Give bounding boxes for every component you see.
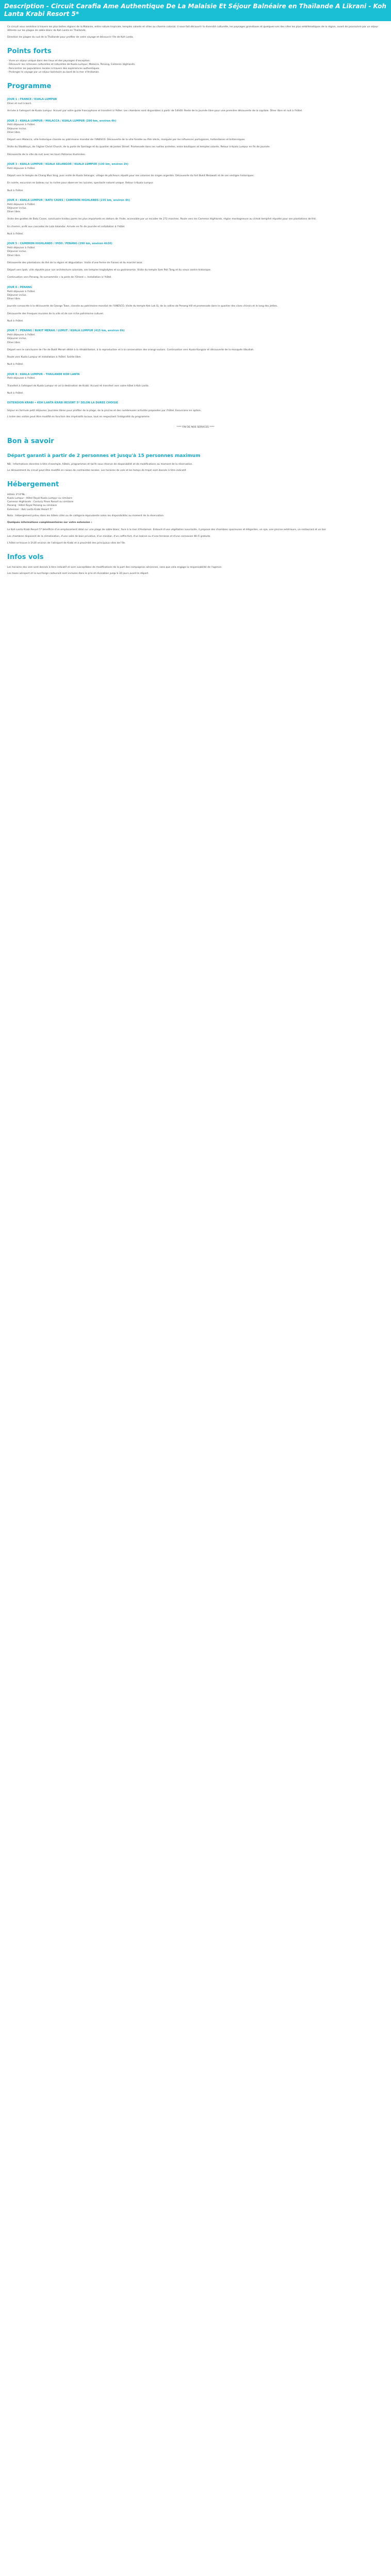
day-meal-info: Petit déjeuner à l'hôtel. bbox=[7, 290, 36, 293]
day-description: Nuit à l'hôtel. bbox=[7, 363, 24, 366]
day-meal-info: Dîner libre. bbox=[7, 298, 21, 301]
itinerary-day bbox=[7, 163, 384, 193]
itinerary-days bbox=[7, 98, 384, 413]
good-to-know-heading: Bon à savoir bbox=[7, 437, 54, 445]
day-description: Départ vers Malacca, ville historique classée au patrimoine mondial de l'UNESCO. Découverte de la ville fondée au XVe siècle, marquée par les influences portugaises, hollandaises et britanniques. bbox=[7, 139, 246, 142]
departure-guarantee-subtitle: Départ garanti à partir de 2 personnes et jusqu'à 15 personnes maximum bbox=[7, 453, 201, 459]
day-meal-info: Déjeuner inclus. bbox=[7, 127, 27, 130]
day-description: Départ vers le sanctuaire de l'île de Bukit Merah dédié à la réhabilitation, à la reproduction et à la conservation des orangs-outans. Continuation vers Kuala Kangsar et découverte de la mosquée Ubudiah. bbox=[7, 348, 254, 351]
day-description: Départ vers Ipoh, ville réputée pour son architecture coloniale, ses temples troglodytes et sa gastronomie. Visite du temple Sam Poh Tong et du vieux centre historique. bbox=[7, 269, 211, 272]
intro-section bbox=[7, 25, 384, 39]
extension-paragraph: Le Koh Lanta Krabi Resort 5* bénéficie d'un emplacement idéal sur une plage de sable blanc, face à la mer d'Andaman. Entouré d'une végétation luxuriante, il propose des chambres spacieuses et élégantes, un spa, une piscine extérieure, un restaurant et un bar. bbox=[7, 528, 327, 531]
day-description: Nuit à l'hôtel. bbox=[7, 319, 24, 323]
day-description: Séjour en formule petit déjeuner. Journées libres pour profiter de la plage, de la piscine et des nombreuses activités proposées par l'hôtel. Excursions en option. bbox=[7, 409, 202, 412]
page-title: Description - Circuit Carafia Ame Authentique De La Malaisie Et Séjour Balnéaire en Thaïlande A Likrani - Koh Lanta Krabi Resort 5* bbox=[0, 0, 391, 21]
itinerary-note: L'ordre des visites peut être modifié en fonction des impératifs locaux, tout en respectant l'intégralité du programme. bbox=[7, 416, 150, 419]
day-meal-info: Déjeuner inclus. bbox=[7, 250, 27, 253]
day-meal-info: Dîner libre. bbox=[7, 254, 21, 257]
day-description: Transfert à l'aéroport de Kuala Lumpur et vol à destination de Krabi. Accueil et transfert vers votre hôtel à Koh Lanta. bbox=[7, 384, 150, 387]
day-description: Découverte de la ville de nuit avec les tours Petronas illuminées. bbox=[7, 153, 86, 156]
day-title: EXTENSION KRABI • KOH LANTA KRABI RESORT 5* SELON LA DUREE CHOISIE bbox=[7, 401, 118, 405]
highlight-item: - Vivre un séjour unique dans des lieux et des paysages d'exception. bbox=[7, 59, 91, 62]
day-title: JOUR 5 : CAMERON HIGHLANDS / IPOH / PENANG (290 km, environ 4h30) bbox=[7, 242, 112, 246]
day-meal-info: Déjeuner inclus. bbox=[7, 207, 27, 210]
itinerary-day bbox=[7, 98, 384, 113]
day-meal-info: Petit déjeuner à l'hôtel. bbox=[7, 247, 36, 250]
day-description: Route vers Kuala Lumpur et installation à l'hôtel. Soirée libre. bbox=[7, 356, 82, 359]
intro-paragraph: Ce circuit vous emmène à travers les plus belles régions de la Malaisie, entre nature tropicale, temples colorés et villes au charme colonial. Il vous fait découvrir la diversité culturelle, les paysages grandioses et quelques-uns des sites les plus emblématiques de la région, avant de poursuivre par un séjour détente sur les plages de sable blanc de Koh Lanta en Thaïlande. bbox=[7, 26, 379, 32]
day-meal-info: Petit déjeuner à l'hôtel. bbox=[7, 377, 36, 380]
day-meal-info: Petit déjeuner à l'hôtel. bbox=[7, 333, 36, 336]
day-description: En chemin, arrêt aux cascades de Lata Iskandar. Arrivée en fin de journée et installation à l'hôtel. bbox=[7, 225, 125, 228]
extension-info-subtitle: Quelques informations complémentaires sur votre extension : bbox=[7, 521, 92, 524]
highlight-item: - Découvrir les richesses culturelles et naturelles de Kuala Lumpur, Malacca, Penang, Cameron Highlands. bbox=[7, 63, 136, 66]
accommodation-list bbox=[7, 493, 384, 512]
accommodation-line: Cameron Highlands : Century Pines Resort ou similaire bbox=[7, 501, 74, 504]
day-title: JOUR 6 : PENANG bbox=[7, 285, 32, 289]
extension-paragraph: Les chambres disposent de la climatisation, d'une salle de bain privative, d'un minibar, d'un coffre-fort, d'un balcon ou d'une terrasse et d'une connexion Wi-Fi gratuite. bbox=[7, 535, 211, 538]
accommodation-line: Hôtels 3*/4*NL : bbox=[7, 493, 27, 496]
day-description: Nuit à l'hôtel. bbox=[7, 233, 24, 236]
day-description: Nuit à l'hôtel. bbox=[7, 189, 24, 192]
day-description: Départ vers le temple de Chang Mun Sing, puis visite de Kuala Selangor, village de pêcheurs réputé pour ses colonies de singes argentés. Découverte du fort Bukit Melawati et de ses vestiges historiques. bbox=[7, 175, 255, 178]
itinerary-day bbox=[7, 199, 384, 236]
accommodation-line: Extension : Koh Lanta Krabi Resort 5* bbox=[7, 508, 53, 511]
extension-info bbox=[7, 528, 384, 546]
extension-paragraph: L'hôtel se trouve à 1h30 environ de l'aéroport de Krabi et à proximité des principaux sites de l'île. bbox=[7, 542, 126, 545]
end-of-services-marker: **** FIN DE NOS SERVICES **** bbox=[176, 426, 215, 429]
itinerary-day bbox=[7, 286, 384, 323]
day-description: Nuit à l'hôtel. bbox=[7, 392, 24, 395]
accommodation-note: Nota : hébergement prévu dans les hôtels cités ou de catégorie équivalente selon les disponibilités au moment de la réservation. bbox=[7, 515, 165, 517]
accommodation-heading: Hébergement bbox=[7, 481, 59, 489]
day-title: JOUR 2 : KUALA LUMPUR / MALACCA / KUALA LUMPUR (290 km, environ 4h) bbox=[7, 119, 117, 123]
day-title: JOUR 1 : FRANCE / KUALA LUMPUR bbox=[7, 98, 57, 101]
day-description: Découverte des fresques murales de la ville et de son riche patrimoine culturel. bbox=[7, 312, 104, 315]
day-title: JOUR 8 : KUALA LUMPUR – THAILANDE KOH LANTA bbox=[7, 372, 80, 376]
day-title: JOUR 7 : PENANG / BUKIT MERAH / LUMUT / KUALA LUMPUR (415 km, environ 6h) bbox=[7, 329, 125, 333]
itinerary-day bbox=[7, 242, 384, 279]
itinerary-day bbox=[7, 373, 384, 396]
flight-info-text: Les taxes aéroport et la surcharge carburant sont incluses dans le prix et révisables jusqu'à 30 jours avant le départ. bbox=[7, 572, 149, 575]
day-description: Arrivée à l'aéroport de Kuala Lumpur. Accueil par votre guide francophone et transfert à l'hôtel. Les chambres sont disponibles à partir de 14h00. Reste de la journée libre pour une première découverte de la capitale. Dîner libre et nuit à l'hôtel. bbox=[7, 110, 303, 113]
highlights-heading: Points forts bbox=[7, 47, 52, 55]
good-to-know-text: NB : Informations données à titre d'exemple, hôtels, programmes et tarifs sous réserve de disponibilité et de modifications au moment de la réservation. bbox=[7, 463, 193, 466]
day-description: En soirée, excursion en bateau sur la rivière pour observer les lucioles, spectacle naturel unique. Retour à Kuala Lumpur. bbox=[7, 182, 154, 185]
day-title: JOUR 3 : KUALA LUMPUR / KUALA SELANGOR / KUALA LUMPUR (130 km, environ 2h) bbox=[7, 163, 128, 166]
itinerary-day bbox=[7, 401, 384, 413]
day-meal-info: Dîner libre. bbox=[7, 341, 21, 344]
day-description: Continuation vers Penang, île surnommée « la perle de l'Orient ». Installation à l'hôtel. bbox=[7, 276, 112, 279]
accommodation-line: Penang : Hôtel Royal Penang ou similaire bbox=[7, 504, 57, 507]
flight-info-heading: Infos vols bbox=[7, 553, 44, 562]
accommodation-line: Kuala Lumpur : Hôtel Royal Kuala Lumpur ou similaire bbox=[7, 497, 73, 500]
page-container bbox=[0, 0, 391, 596]
highlight-item: - Rencontrer les populations locales à travers des expériences authentiques. bbox=[7, 67, 100, 70]
good-to-know-text: Le déroulement du circuit peut être modifié en raison de contraintes locales. Les horaires de vols et les temps de trajet sont donnés à titre indicatif. bbox=[7, 469, 187, 472]
day-description: Visite du Stadthuys, de l'église Christ Church, de la porte de Santiago et du quartier de Jonker Street. Promenade dans les ruelles animées, entre boutiques et temples colorés. Retour à Kuala Lumpur en fin de journée. bbox=[7, 146, 270, 149]
day-meal-info: Déjeuner inclus. bbox=[7, 337, 27, 341]
day-meal-info: Petit déjeuner à l'hôtel. bbox=[7, 124, 36, 127]
day-description: Journée consacrée à la découverte de George Town, classée au patrimoine mondial de l'UNESCO. Visite du temple Kek Lok Si, de la colline de Penang Hill et promenade dans le quartier des clans chinois et le long des jetées. bbox=[7, 305, 278, 308]
day-meal-info: Dîner et nuit à bord. bbox=[7, 103, 32, 105]
day-meal-info: Dîner libre. bbox=[7, 131, 21, 134]
day-title: JOUR 4 : KUALA LUMPUR / BATU CAVES / CAMERON HIGHLANDS (235 km, environ 4h) bbox=[7, 198, 131, 202]
day-description: Visite des grottes de Batu Caves, sanctuaire hindou parmi les plus importants en dehors de l'Inde, accessible par un escalier de 272 marches. Route vers les Cameron Highlands, région montagneuse au climat tempéré réputée pour ses plantations de thé. bbox=[7, 218, 317, 221]
itinerary-day bbox=[7, 120, 384, 157]
day-meal-info: Déjeuner inclus. bbox=[7, 294, 27, 297]
itinerary-day bbox=[7, 329, 384, 366]
intro-paragraph: Direction les plages du sud de la Thaïlande pour profiter de votre voyage et découvrir l'île de Koh Lanta. bbox=[7, 36, 134, 39]
day-description: Découverte des plantations de thé de la région et dégustation. Visite d'une ferme de fraises et du marché local. bbox=[7, 261, 143, 264]
program-heading: Programme bbox=[7, 82, 52, 91]
day-meal-info: Dîner libre. bbox=[7, 211, 21, 214]
day-meal-info: Petit déjeuner à l'hôtel. bbox=[7, 167, 36, 170]
highlight-item: - Prolonger le voyage par un séjour balnéaire au bord de la mer d'Andaman. bbox=[7, 71, 100, 74]
flight-info-text: Les horaires des vols sont donnés à titre indicatif et sont susceptibles de modifications de la part des compagnies aériennes, sans que cela engage la responsabilité de l'agence. bbox=[7, 566, 222, 569]
day-meal-info: Petit déjeuner à l'hôtel. bbox=[7, 203, 36, 206]
highlights-list bbox=[7, 59, 384, 74]
